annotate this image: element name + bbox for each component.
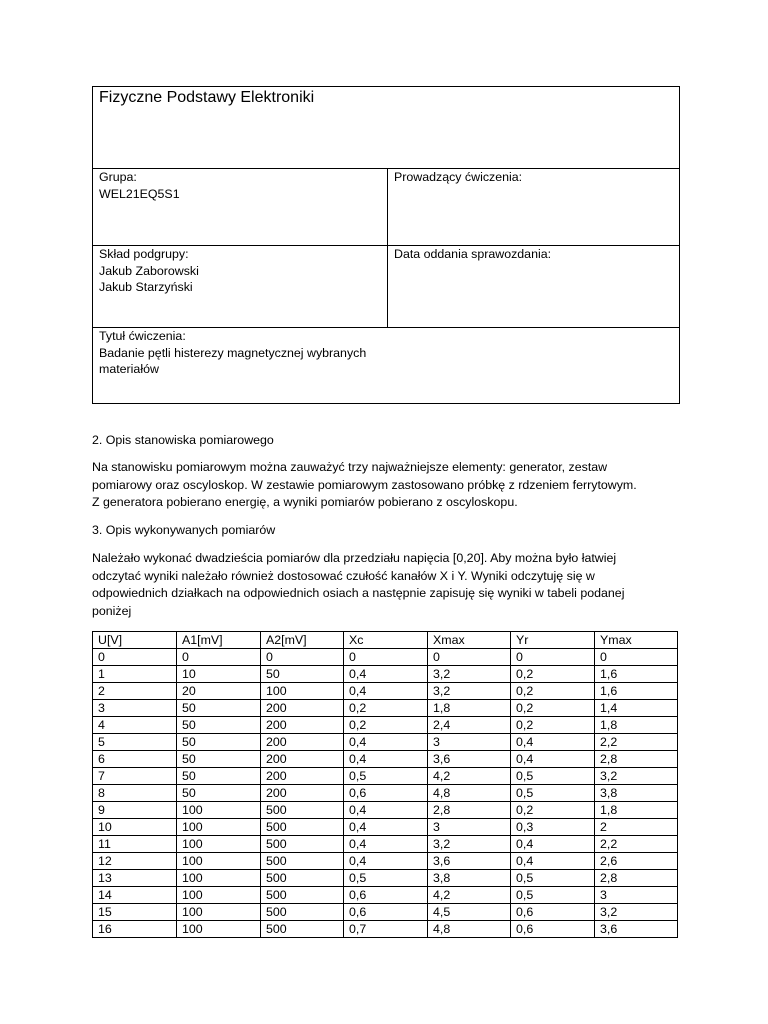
- report-header-box: [92, 86, 680, 404]
- table-cell: 0,2: [511, 802, 595, 819]
- table-cell: 0,5: [511, 785, 595, 802]
- table-cell: 0,4: [344, 819, 428, 836]
- table-row: [93, 836, 678, 853]
- table-cell: 1,8: [595, 802, 678, 819]
- subgroup-cell: [93, 246, 387, 327]
- table-cell: 100: [177, 904, 261, 921]
- group-value: WEL21EQ5S1: [99, 186, 180, 201]
- instructor-label: Prowadzący ćwiczenia:: [394, 170, 523, 184]
- exercise-title-row: [93, 328, 679, 403]
- table-cell: 500: [261, 836, 344, 853]
- table-cell: 4,2: [428, 768, 511, 785]
- paragraph-line: Na stanowisku pomiarowym można zauważyć trzy najważniejsze elementy: generator, zestaw: [92, 460, 608, 474]
- table-cell: 13: [93, 870, 177, 887]
- table-cell: 200: [261, 700, 344, 717]
- measurement-table: [92, 631, 678, 938]
- section-3-heading: 3. Opis wykonywanych pomiarów: [92, 523, 276, 537]
- column-header: Ymax: [595, 632, 678, 649]
- exercise-title-cell: [93, 328, 679, 403]
- column-header: Xmax: [428, 632, 511, 649]
- table-cell: 4,2: [428, 887, 511, 904]
- table-cell: 0: [511, 649, 595, 666]
- column-header: Xc: [344, 632, 428, 649]
- table-cell: 0,2: [511, 717, 595, 734]
- table-row: [93, 853, 678, 870]
- table-cell: 4,5: [428, 904, 511, 921]
- table-cell: 0,4: [511, 734, 595, 751]
- table-cell: 0: [261, 649, 344, 666]
- table-cell: 200: [261, 751, 344, 768]
- table-row: [93, 802, 678, 819]
- section-2-heading: 2. Opis stanowiska pomiarowego: [92, 433, 274, 447]
- table-cell: 100: [261, 683, 344, 700]
- table-cell: 50: [177, 734, 261, 751]
- table-row: [93, 904, 678, 921]
- table-cell: 0: [177, 649, 261, 666]
- table-row: [93, 717, 678, 734]
- table-row: [93, 734, 678, 751]
- paragraph-line: odczytać wyniki należało również dostosować czułość kanałów X i Y. Wyniki odczytuję się w: [92, 568, 595, 583]
- table-cell: 0,5: [511, 887, 595, 904]
- table-cell: 500: [261, 802, 344, 819]
- table-cell: 0,4: [344, 802, 428, 819]
- table-cell: 200: [261, 717, 344, 734]
- table-cell: 0: [93, 649, 177, 666]
- table-cell: 50: [261, 666, 344, 683]
- table-cell: 0,5: [344, 870, 428, 887]
- paragraph-line: poniżej: [92, 603, 132, 618]
- table-row: [93, 683, 678, 700]
- table-cell: 500: [261, 819, 344, 836]
- table-cell: 20: [177, 683, 261, 700]
- submission-date-label: Data oddania sprawozdania:: [394, 247, 552, 261]
- table-row: [93, 666, 678, 683]
- table-cell: 2,8: [428, 802, 511, 819]
- course-title: Fizyczne Podstawy Elektroniki: [99, 89, 315, 106]
- table-cell: 2,6: [595, 853, 678, 870]
- table-cell: 0,4: [344, 734, 428, 751]
- table-cell: 8: [93, 785, 177, 802]
- table-cell: 100: [177, 887, 261, 904]
- table-cell: 1,6: [595, 683, 678, 700]
- table-cell: 3,2: [595, 768, 678, 785]
- table-cell: 1,6: [595, 666, 678, 683]
- column-header: A2[mV]: [261, 632, 344, 649]
- table-cell: 2,8: [595, 870, 678, 887]
- table-cell: 2,2: [595, 836, 678, 853]
- table-cell: 0: [344, 649, 428, 666]
- table-cell: 3,6: [595, 921, 678, 938]
- group-cell: [93, 169, 387, 245]
- table-cell: 3: [595, 887, 678, 904]
- table-cell: 500: [261, 887, 344, 904]
- table-cell: 16: [93, 921, 177, 938]
- section-3-paragraph: [92, 550, 682, 620]
- column-header: Yr: [511, 632, 595, 649]
- table-cell: 0,2: [511, 666, 595, 683]
- table-cell: 0,4: [511, 836, 595, 853]
- table-cell: 50: [177, 785, 261, 802]
- table-cell: 0,5: [511, 768, 595, 785]
- table-cell: 2,4: [428, 717, 511, 734]
- table-cell: 200: [261, 785, 344, 802]
- table-cell: 9: [93, 802, 177, 819]
- paragraph-line: Z generatora pobierano energię, a wyniki pomiarów pobierano z oscyloskopu.: [92, 495, 518, 509]
- table-row: [93, 870, 678, 887]
- table-cell: 3,2: [428, 836, 511, 853]
- table-cell: 3,6: [428, 751, 511, 768]
- table-cell: 0,7: [344, 921, 428, 938]
- instructor-cell: [387, 169, 679, 245]
- table-cell: 2: [595, 819, 678, 836]
- table-row: [93, 700, 678, 717]
- table-row: [93, 649, 678, 666]
- table-cell: 6: [93, 751, 177, 768]
- table-cell: 3: [428, 819, 511, 836]
- exercise-title-line: materiałów: [99, 362, 159, 376]
- member-name: Jakub Zaborowski: [99, 263, 199, 278]
- table-cell: 500: [261, 904, 344, 921]
- table-cell: 0,6: [511, 904, 595, 921]
- table-cell: 100: [177, 921, 261, 938]
- table-cell: 3: [93, 700, 177, 717]
- table-cell: 50: [177, 700, 261, 717]
- table-row: [93, 785, 678, 802]
- section-2-paragraph: [92, 459, 682, 512]
- table-cell: 3: [428, 734, 511, 751]
- table-row: [93, 819, 678, 836]
- table-cell: 0,6: [344, 904, 428, 921]
- table-cell: 7: [93, 768, 177, 785]
- table-cell: 50: [177, 768, 261, 785]
- table-cell: 0,2: [344, 717, 428, 734]
- table-row: [93, 887, 678, 904]
- table-cell: 100: [177, 819, 261, 836]
- column-header: A1[mV]: [177, 632, 261, 649]
- table-cell: 3,2: [428, 666, 511, 683]
- submission-date-cell: [387, 246, 679, 327]
- table-cell: 3,2: [595, 904, 678, 921]
- table-cell: 4,8: [428, 921, 511, 938]
- table-cell: 1: [93, 666, 177, 683]
- table-cell: 0: [595, 649, 678, 666]
- table-cell: 3,8: [428, 870, 511, 887]
- table-cell: 14: [93, 887, 177, 904]
- table-cell: 0,4: [344, 751, 428, 768]
- table-cell: 2,8: [595, 751, 678, 768]
- table-cell: 0,3: [511, 819, 595, 836]
- exercise-title-line: Badanie pętli histerezy magnetycznej wybranych: [99, 345, 367, 360]
- table-cell: 0,2: [511, 700, 595, 717]
- group-row: [93, 169, 679, 246]
- table-cell: 0,4: [344, 666, 428, 683]
- member-name: Jakub Starzyński: [99, 280, 193, 294]
- table-cell: 500: [261, 870, 344, 887]
- column-header: U[V]: [93, 632, 177, 649]
- table-cell: 0,2: [511, 683, 595, 700]
- table-cell: 50: [177, 717, 261, 734]
- table-cell: 0,4: [511, 751, 595, 768]
- table-cell: 0,4: [511, 853, 595, 870]
- table-cell: 0,4: [344, 836, 428, 853]
- section-3: [92, 522, 682, 540]
- table-cell: 0,2: [344, 700, 428, 717]
- table-cell: 3,6: [428, 853, 511, 870]
- paragraph-line: odpowiednich działkach na odpowiednich osiach a następnie zapisuję się wyniki w tabeli podanej: [92, 586, 625, 600]
- table-cell: 10: [177, 666, 261, 683]
- group-label: Grupa:: [99, 170, 137, 184]
- table-cell: 500: [261, 853, 344, 870]
- subgroup-label: Skład podgrupy:: [99, 247, 189, 261]
- table-cell: 5: [93, 734, 177, 751]
- table-cell: 1,4: [595, 700, 678, 717]
- table-cell: 100: [177, 836, 261, 853]
- table-cell: 500: [261, 921, 344, 938]
- subgroup-row: [93, 246, 679, 328]
- table-cell: 0,4: [344, 853, 428, 870]
- exercise-title-label: Tytuł ćwiczenia:: [99, 329, 186, 343]
- table-cell: 100: [177, 870, 261, 887]
- table-cell: 1,8: [428, 700, 511, 717]
- table-cell: 50: [177, 751, 261, 768]
- table-cell: 0,5: [511, 870, 595, 887]
- table-cell: 2: [93, 683, 177, 700]
- table-cell: 200: [261, 768, 344, 785]
- table-cell: 0,6: [344, 887, 428, 904]
- table-cell: 0,6: [511, 921, 595, 938]
- table-row: [93, 751, 678, 768]
- table-row: [93, 921, 678, 938]
- table-cell: 0,6: [344, 785, 428, 802]
- table-cell: 2,2: [595, 734, 678, 751]
- paragraph-line: pomiarowy oraz oscyloskop. W zestawie pomiarowym zastosowano próbkę z rdzeniem ferrytowym.: [92, 477, 637, 492]
- table-cell: 15: [93, 904, 177, 921]
- table-cell: 3,8: [595, 785, 678, 802]
- section-2: [92, 432, 682, 450]
- table-cell: 4,8: [428, 785, 511, 802]
- table-cell: 3,2: [428, 683, 511, 700]
- paragraph-line: Należało wykonać dwadzieścia pomiarów dla przedziału napięcia [0,20]. Aby można było łatwiej: [92, 551, 617, 565]
- course-title-row: [93, 87, 679, 169]
- table-cell: 0,5: [344, 768, 428, 785]
- table-cell: 100: [177, 802, 261, 819]
- table-cell: 1,8: [595, 717, 678, 734]
- table-cell: 12: [93, 853, 177, 870]
- table-cell: 4: [93, 717, 177, 734]
- table-header-row: [93, 632, 678, 649]
- table-cell: 0,4: [344, 683, 428, 700]
- table-row: [93, 768, 678, 785]
- table-cell: 11: [93, 836, 177, 853]
- table-cell: 0: [428, 649, 511, 666]
- table-cell: 200: [261, 734, 344, 751]
- table-cell: 10: [93, 819, 177, 836]
- table-cell: 100: [177, 853, 261, 870]
